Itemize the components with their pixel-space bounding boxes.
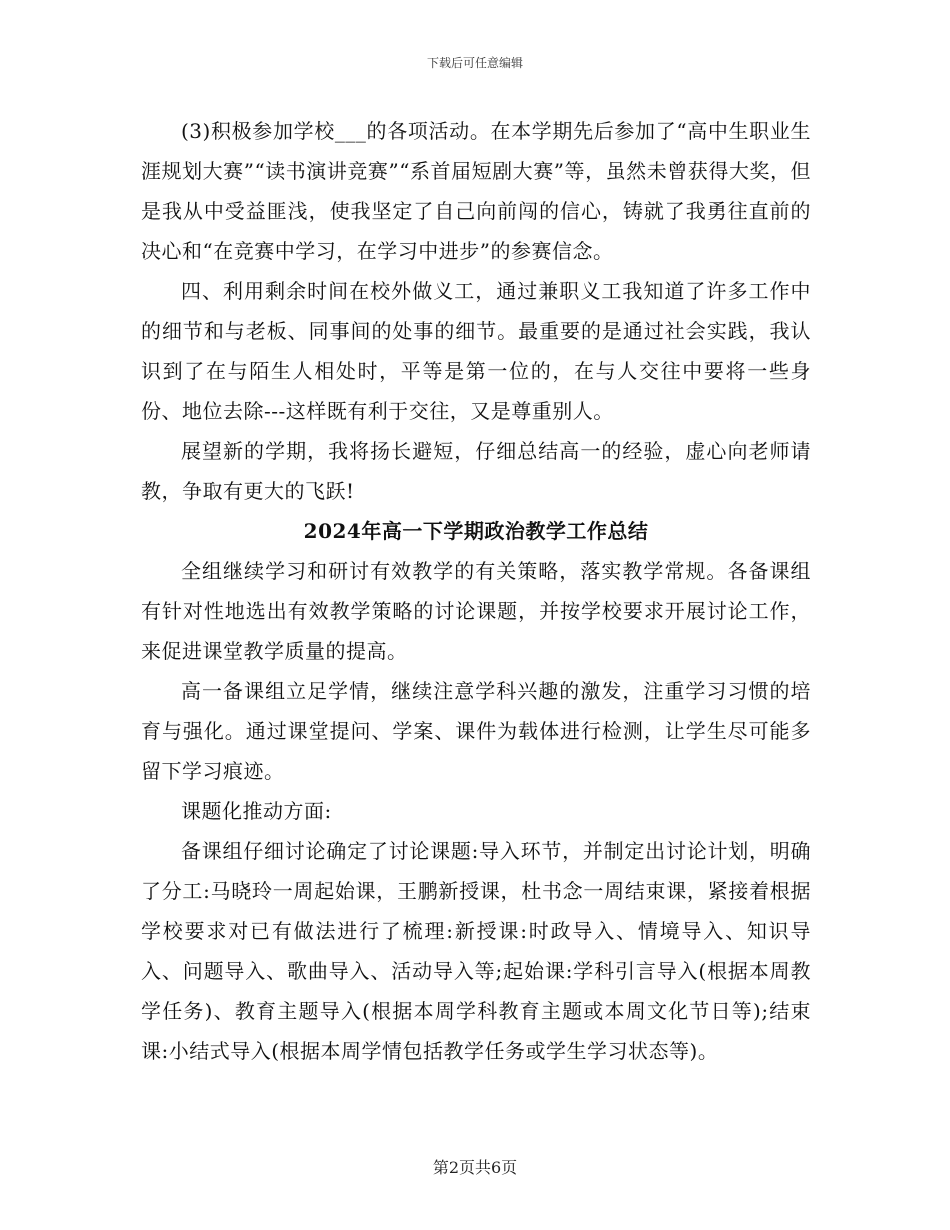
paragraph-activities: (3)积极参加学校___的各项活动。在本学期先后参加了“高中生职业生涯规划大赛”“读书演讲竞赛”“系首届短剧大赛”等，虽然未曾获得大奖，但是我从中受益匪浅，使我坚定了自己向前闯的信心，铸就了我勇往直前的决心和“在竞赛中学习，在学习中进步”的参赛信念。 <box>141 119 811 263</box>
paragraph-outlook: 展望新的学期，我将扬长避短，仔细总结高一的经验，虚心向老师请教，争取有更大的飞跃! <box>141 439 811 503</box>
paragraph-grade-one-group: 高一备课组立足学情，继续注意学科兴趣的激发，注重学习习惯的培育与强化。通过课堂提问、学案、课件为载体进行检测，让学生尽可能多留下学习痕迹。 <box>141 679 811 783</box>
paragraph-topic-details: 备课组仔细讨论确定了讨论课题:导入环节，并制定出讨论计划，明确了分工:马晓玲一周起始课，王鹏新授课，杜书念一周结束课，紧接着根据学校要求对已有做法进行了梳理:新授课:时政导入、情境导入、知识导入、问题导入、歌曲导入、活动导入等;起始课:学科引言导入(根据本周教学任务)、教育主题导入(根据本周学科教育主题或本周文化节日等);结束课:小结式导入(根据本周学情包括教学任务或学生学习状态等)。 <box>141 839 811 1063</box>
page-header-note: 下载后可任意编辑 <box>426 56 523 70</box>
document-body <box>141 111 811 1071</box>
paragraph-group-study: 全组继续学习和研讨有效教学的有关策略，落实教学常规。各备课组有针对性地选出有效教学策略的讨论课题，并按学校要求开展讨论工作，来促进课堂教学质量的提高。 <box>141 559 811 663</box>
paragraph-volunteer: 四、利用剩余时间在校外做义工，通过兼职义工我知道了许多工作中的细节和与老板、同事间的处事的细节。最重要的是通过社会实践，我认识到了在与陌生人相处时，平等是第一位的，在与人交往中要将一些身份、地位去除---这样既有利于交往，又是尊重别人。 <box>141 279 811 423</box>
paragraph-topic-heading: 课题化推动方面: <box>181 799 332 823</box>
page-number-footer: 第2页共6页 <box>432 1158 518 1177</box>
document-title: 2024年高一下学期政治教学工作总结 <box>303 519 649 543</box>
